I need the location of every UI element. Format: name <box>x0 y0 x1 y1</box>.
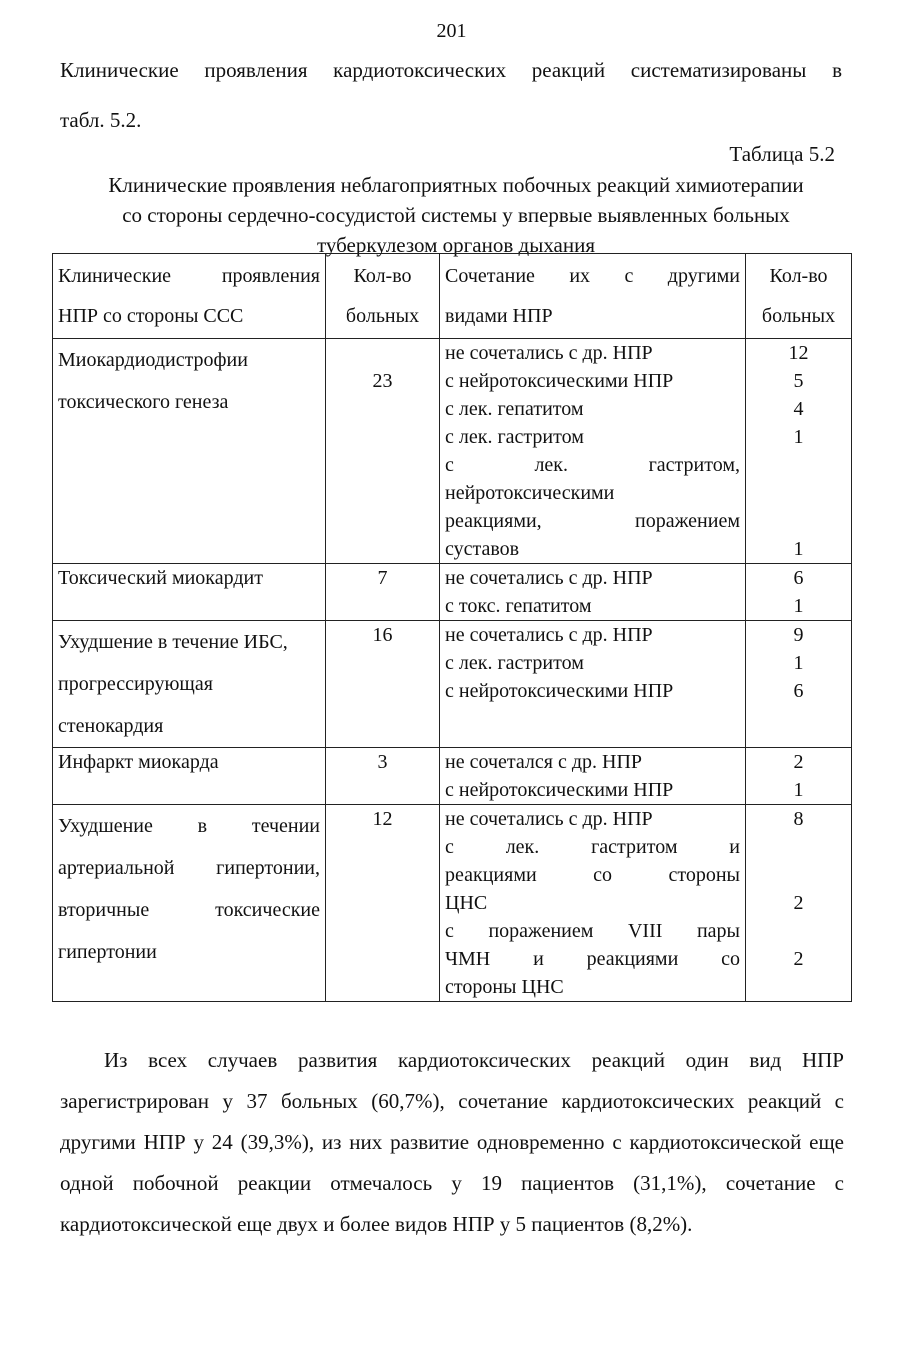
table-row <box>53 621 852 748</box>
header-combinations-line-1: Сочетание их с другими <box>445 265 740 287</box>
combination-line: реакциями со стороны <box>445 864 740 886</box>
patient-count: 23 <box>372 370 393 392</box>
cell-sub-counts <box>746 805 852 1002</box>
sub-count: 1 <box>793 652 804 674</box>
table-header-row <box>53 254 852 339</box>
data-table <box>52 253 852 1002</box>
cell-count <box>326 805 440 1002</box>
combination-line: с поражением VIII пары <box>445 920 740 942</box>
combination-line: реакциями, поражением <box>445 510 740 532</box>
header-manifestation-line-1: Клинические проявления <box>58 265 320 287</box>
sub-count <box>751 507 846 535</box>
cell-sub-counts <box>746 339 852 564</box>
combination-line: не сочетались с др. НПР <box>445 808 653 830</box>
header-count-line-1: Кол-во <box>353 265 412 287</box>
cell-manifestation <box>53 564 326 621</box>
manifestation-line: Миокардиодистрофии <box>58 349 248 371</box>
cell-manifestation <box>53 748 326 805</box>
conclusion-paragraph: Из всех случаев развития кардиотоксических реакций один вид НПР зарегистрирован у 37 больных (60,7%), сочетание кардиотоксических реакций с другими НПР у 24 (39,3%), из них развитие одновременно с кардиотоксической еще одной побочной реакции отмечалось у 19 пациентов (31,1%), сочетание с кардиотоксической еще двух и более видов НПР у 5 пациентов (8,2%). <box>60 1048 844 1236</box>
manifestation-line: токсического генеза <box>58 391 229 413</box>
patient-count: 3 <box>377 751 388 773</box>
combination-line: с нейротоксическими НПР <box>445 370 674 392</box>
header-combinations <box>440 254 746 339</box>
patient-count: 12 <box>372 808 393 830</box>
combination-line: с нейротоксическими НПР <box>445 779 674 801</box>
sub-count: 6 <box>793 567 804 589</box>
cell-manifestation <box>53 621 326 748</box>
table-title-line-2: со стороны сердечно-сосудистой системы у впервые выявленных больных <box>122 203 790 227</box>
cell-sub-counts <box>746 748 852 805</box>
cell-manifestation <box>53 339 326 564</box>
manifestation-line: Токсический миокардит <box>58 567 263 589</box>
combination-line: с нейротоксическими НПР <box>445 680 674 702</box>
sub-count: 4 <box>793 398 804 420</box>
cell-count <box>326 339 440 564</box>
sub-count <box>751 451 846 479</box>
combination-line: с лек. гепатитом <box>445 398 584 420</box>
cell-combinations <box>440 339 746 564</box>
table-row <box>53 564 852 621</box>
manifestation-line: Ухудшение в течение ИБС, <box>58 631 288 653</box>
combination-line: с лек. гастритом <box>445 426 584 448</box>
manifestation-line: стенокардия <box>58 715 164 737</box>
cell-manifestation <box>53 805 326 1002</box>
cell-combinations <box>440 564 746 621</box>
manifestation-line: Ухудшение в течении <box>58 815 320 837</box>
sub-count: 1 <box>793 779 804 801</box>
sub-count: 12 <box>788 342 809 364</box>
sub-count: 1 <box>793 426 804 448</box>
header-combinations-line-2: видами НПР <box>445 305 553 327</box>
combination-line: ЦНС <box>445 892 488 914</box>
cell-sub-counts <box>746 621 852 748</box>
combination-line: суставов <box>445 538 520 560</box>
cell-combinations <box>440 748 746 805</box>
header-sub-count-line-1: Кол-во <box>769 265 828 287</box>
sub-count: 8 <box>793 808 804 830</box>
sub-count <box>751 833 846 861</box>
manifestation-line: артериальной гипертонии, <box>58 857 320 879</box>
cell-sub-counts <box>746 564 852 621</box>
combination-line: не сочетались с др. НПР <box>445 624 653 646</box>
intro-line-2: табл. 5.2. <box>60 108 142 132</box>
table-title-line-3: туберкулезом органов дыхания <box>316 233 595 257</box>
table-row <box>53 339 852 564</box>
patient-count: 16 <box>372 624 393 646</box>
combination-line: с лек. гастритом <box>445 652 584 674</box>
combination-line: с токс. гепатитом <box>445 595 592 617</box>
header-sub-count-line-2: больных <box>761 305 836 327</box>
combination-line: не сочетался с др. НПР <box>445 751 643 773</box>
combination-line: нейротоксическими <box>445 482 615 504</box>
sub-count <box>751 973 846 1001</box>
combination-line: не сочетались с др. НПР <box>445 342 653 364</box>
table-row <box>53 805 852 1002</box>
sub-count: 2 <box>793 892 804 914</box>
patient-count: 7 <box>377 567 388 589</box>
cell-count <box>326 564 440 621</box>
sub-count: 1 <box>793 595 804 617</box>
header-count <box>326 254 440 339</box>
manifestation-line: прогрессирующая <box>58 673 213 695</box>
sub-count: 9 <box>793 624 804 646</box>
sub-count: 6 <box>793 680 804 702</box>
table-title <box>50 170 862 260</box>
page-number: 201 <box>436 20 467 42</box>
manifestation-line: гипертонии <box>58 941 157 963</box>
sub-count <box>751 479 846 507</box>
table-label: Таблица 5.2 <box>729 142 835 166</box>
manifestation-line: вторичные токсические <box>58 899 320 921</box>
cell-combinations <box>440 805 746 1002</box>
sub-count: 2 <box>793 948 804 970</box>
manifestation-line: Инфаркт миокарда <box>58 751 219 773</box>
combination-line: не сочетались с др. НПР <box>445 567 653 589</box>
combination-line: стороны ЦНС <box>445 976 564 998</box>
sub-count: 1 <box>793 538 804 560</box>
sub-count <box>751 917 846 945</box>
sub-count: 2 <box>793 751 804 773</box>
header-count-line-2: больных <box>345 305 420 327</box>
table-row <box>53 748 852 805</box>
header-manifestation <box>53 254 326 339</box>
sub-count <box>751 861 846 889</box>
cell-combinations <box>440 621 746 748</box>
cell-count <box>326 621 440 748</box>
header-manifestation-line-2: НПР со стороны ССС <box>58 305 244 327</box>
combination-line: с лек. гастритом, <box>445 454 740 476</box>
combination-line: с лек. гастритом и <box>445 836 740 858</box>
sub-count: 5 <box>793 370 804 392</box>
table-title-line-1: Клинические проявления неблагоприятных побочных реакций химиотерапии <box>108 173 804 197</box>
combination-line: ЧМН и реакциями со <box>445 948 740 970</box>
header-sub-count <box>746 254 852 339</box>
intro-line-1: Клинические проявления кардиотоксических реакций систематизированы в <box>60 58 842 82</box>
cell-count <box>326 748 440 805</box>
